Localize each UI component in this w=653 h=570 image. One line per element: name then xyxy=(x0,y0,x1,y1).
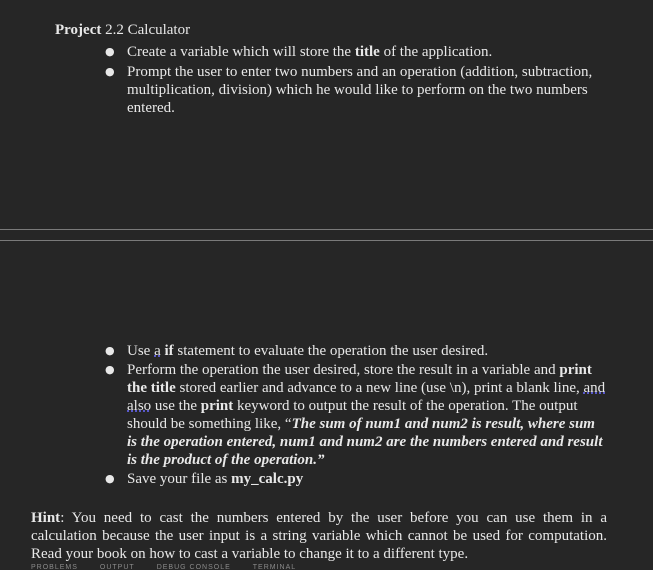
requirements-list-bottom xyxy=(105,342,607,489)
page-break-line xyxy=(0,229,653,230)
hint-label: Hint xyxy=(31,510,61,526)
tab-terminal[interactable]: TERMINAL xyxy=(252,564,297,570)
hint-paragraph xyxy=(31,509,607,563)
panel-tabs-strip xyxy=(31,564,607,570)
document-page-top xyxy=(0,0,653,228)
example-output-text: The sum of num1 and num2 is result, where sum is the operation entered, num1 and num2 are the numbers entered and result is the product of the operation. xyxy=(127,416,603,468)
tab-output[interactable]: OUTPUT xyxy=(99,564,135,570)
list-item: ● Create a variable which will store the title of the application. xyxy=(105,44,493,60)
bullet-icon: ● xyxy=(105,363,115,376)
bullet-icon: ● xyxy=(105,344,115,357)
list-item: ● Prompt the user to enter two numbers and an operation (addition, subtraction, multiplication, division) which he would like to perform on the two numbers entered. xyxy=(105,64,593,116)
page-break-line xyxy=(0,240,653,241)
filename: my_calc.py xyxy=(231,471,304,487)
bullet-icon: ● xyxy=(105,65,115,78)
grammar-underline[interactable]: a xyxy=(154,343,161,359)
bullet-icon: ● xyxy=(105,45,115,58)
list-item: ● Perform the operation the user desired, store the result in a variable and print the title stored earlier and advance to a new line (use \n), print a blank line, and also use the print keyword to output the result of the operation. The output should be something like, “The sum of num1 and num2 is result, where sum is the operation entered, num1 and num2 are the numbers entered and result is the product of the operation.” xyxy=(105,362,606,468)
grammar-underline[interactable]: and also xyxy=(127,380,606,414)
bullet-icon: ● xyxy=(105,472,115,485)
list-item: ● Save your file as my_calc.py xyxy=(105,471,304,487)
page-heading xyxy=(55,22,190,39)
requirements-list-top xyxy=(105,43,607,119)
list-item: ● Use a if statement to evaluate the operation the user desired. xyxy=(105,343,489,359)
tab-debug-console[interactable]: DEBUG CONSOLE xyxy=(156,564,231,570)
hint-text: : You need to cast the numbers entered by the user before you can use them in a calculation because the user input is a string variable which cannot be used for computation. Read your book on how to cast a variable to change it to a different type. xyxy=(31,510,607,562)
heading-rest: 2.2 Calculator xyxy=(101,22,191,38)
heading-bold: Project xyxy=(55,22,102,38)
tab-problems[interactable]: PROBLEMS xyxy=(31,564,78,570)
